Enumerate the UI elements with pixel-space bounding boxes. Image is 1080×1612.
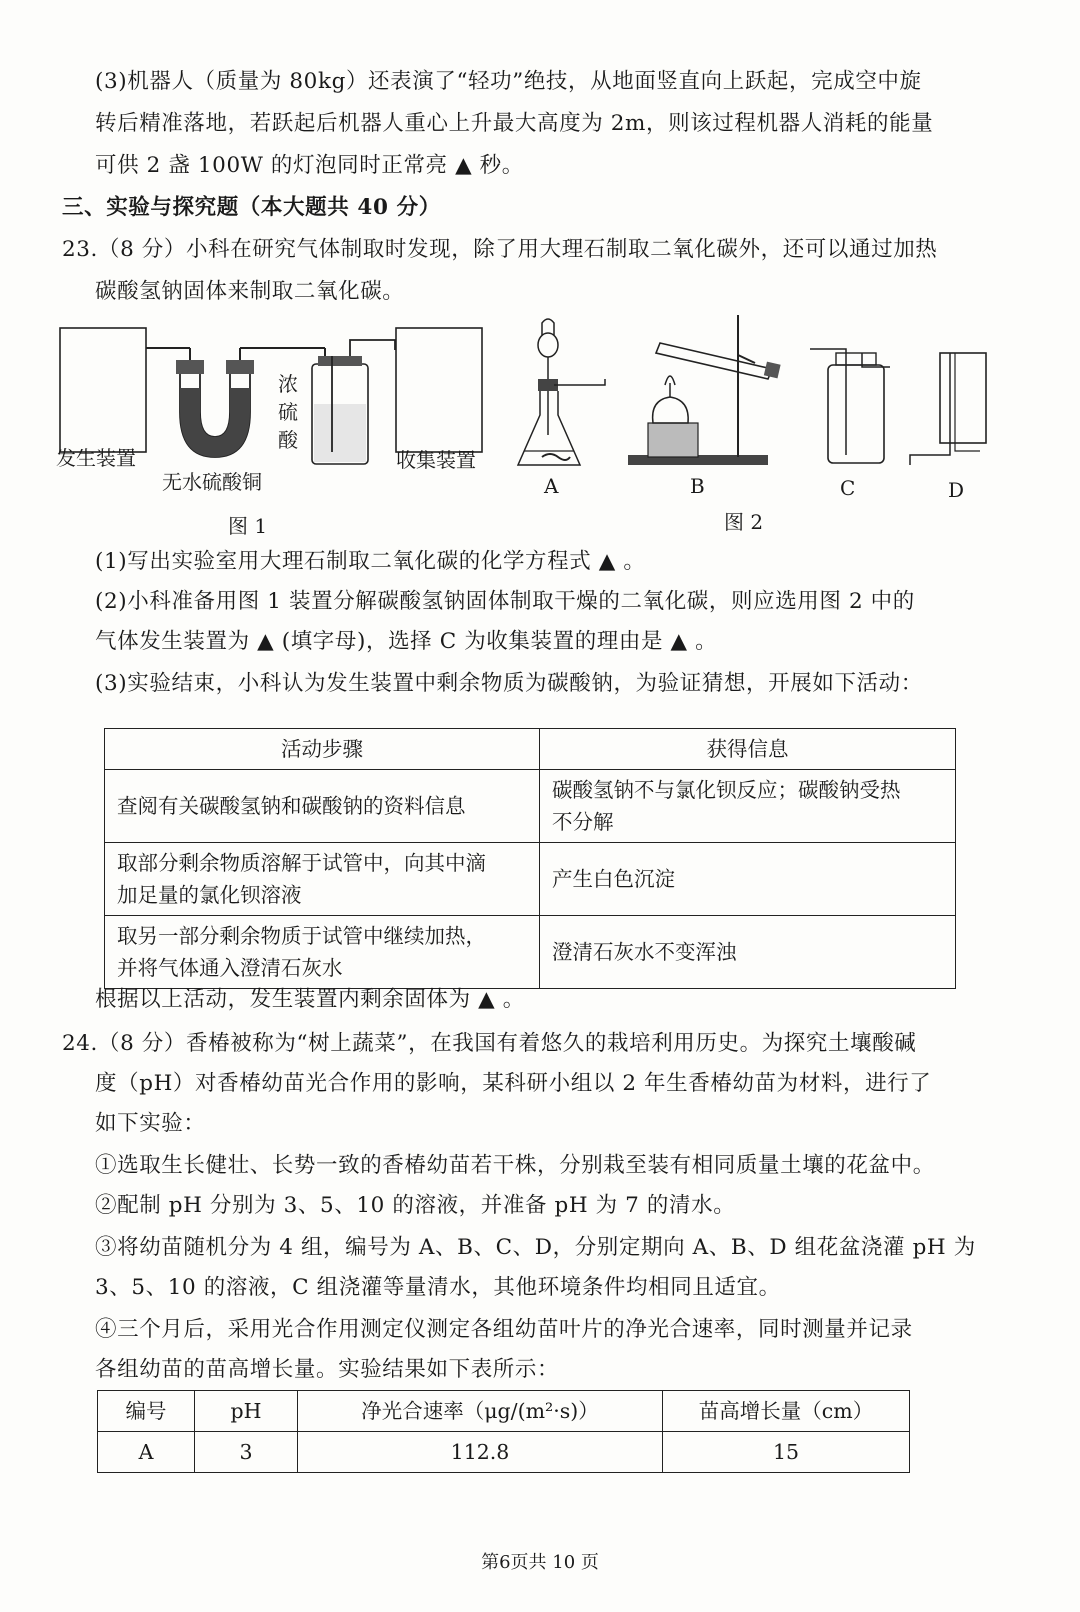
apparatus-a — [518, 319, 605, 465]
q23-conclusion: 根据以上活动，发生装置内剩余固体为 ▲ 。 — [95, 987, 525, 1012]
fig1-acid-label-1: 浓 — [278, 372, 298, 396]
q24-step-2: ②配制 pH 分别为 3、5、10 的溶液，并准备 pH 为 7 的清水。 — [95, 1193, 736, 1218]
generator-box — [60, 328, 146, 452]
fig1-cuso4-label: 无水硫酸铜 — [162, 470, 262, 494]
q22-3-line-1: (3)机器人（质量为 80kg）还表演了“轻功”绝技，从地面竖直向上跃起，完成空中旋 — [95, 69, 922, 94]
table-header-id: 编号 — [98, 1391, 195, 1432]
apparatus-b — [628, 315, 781, 465]
figure-2-apparatus — [510, 305, 990, 495]
table-cell: 取部分剩余物质溶解于试管中，向其中滴 加足量的氯化钡溶液 — [105, 843, 540, 916]
fig1-caption: 图 1 — [228, 514, 268, 538]
fig2-label-b: B — [690, 474, 705, 498]
q23-intro-2: 碳酸氢钠固体来制取二氧化碳。 — [95, 279, 405, 304]
q23-intro-1: 23.（8 分）小科在研究气体制取时发现，除了用大理石制取二氧化碳外，还可以通过加热 — [62, 237, 938, 262]
table-cell: 查阅有关碳酸氢钠和碳酸钠的资料信息 — [105, 770, 540, 843]
fig2-label-d: D — [948, 478, 965, 502]
fig2-caption: 图 2 — [724, 510, 764, 534]
q24-step-3a: ③将幼苗随机分为 4 组，编号为 A、B、C、D，分别定期向 A、B、D 组花盆浇灌 pH 为 — [95, 1235, 976, 1260]
table-header-growth: 苗高增长量（cm） — [663, 1391, 910, 1432]
fig2-label-a: A — [544, 474, 559, 498]
fig1-acid-label-2: 硫 — [278, 400, 298, 424]
table-header-ph: pH — [195, 1391, 298, 1432]
q23-part-2a: (2)小科准备用图 1 装置分解碳酸氢钠固体制取干燥的二氧化碳，则应选用图 2 中的 — [95, 589, 915, 614]
q24-line-2: 度（pH）对香椿幼苗光合作用的影响，某科研小组以 2 年生香椿幼苗为材料，进行了 — [95, 1071, 932, 1096]
table-cell: 澄清石灰水不变浑浊 — [540, 916, 956, 989]
table-cell: A — [98, 1432, 195, 1473]
fig1-collector-label: 收集装置 — [396, 448, 476, 472]
q23-part-3: (3)实验结束，小科认为发生装置中剩余物质为碳酸钠，为验证猜想，开展如下活动： — [95, 671, 923, 696]
table-header-info: 获得信息 — [540, 729, 956, 770]
fig2-label-c: C — [840, 476, 856, 500]
page-footer: 第6页共 10 页 — [481, 1552, 599, 1573]
fig1-acid-label-3: 酸 — [278, 428, 298, 452]
collector-box — [396, 328, 482, 452]
q24-step-3b: 3、5、10 的溶液，C 组浇灌等量清水，其他环境条件均相同且适宜。 — [95, 1275, 781, 1300]
table-cell: 112.8 — [298, 1432, 663, 1473]
figure-1-apparatus — [50, 312, 490, 522]
q23-part-2b: 气体发生装置为 ▲ (填字母)，选择 C 为收集装置的理由是 ▲ 。 — [95, 629, 718, 654]
table-cell: 碳酸氢钠不与氯化钡反应；碳酸钠受热 不分解 — [540, 770, 956, 843]
q24-line-1: 24.（8 分）香椿被称为“树上蔬菜”，在我国有着悠久的栽培利用历史。为探究土壤酸碱 — [62, 1031, 917, 1056]
table-cell: 产生白色沉淀 — [540, 843, 956, 916]
q24-line-3: 如下实验： — [95, 1111, 206, 1136]
table-cell: 取另一部分剩余物质于试管中继续加热， 并将气体通入澄清石灰水 — [105, 916, 540, 989]
table-header-rate: 净光合速率（μg/(m²·s)） — [298, 1391, 663, 1432]
table-header-steps: 活动步骤 — [105, 729, 540, 770]
q23-activity-table — [104, 728, 956, 989]
q24-results-table — [97, 1390, 910, 1473]
q24-step-4b: 各组幼苗的苗高增长量。实验结果如下表所示： — [95, 1357, 560, 1382]
table-cell: 3 — [195, 1432, 298, 1473]
table-cell: 15 — [663, 1432, 910, 1473]
q24-step-4a: ④三个月后，采用光合作用测定仪测定各组幼苗叶片的净光合速率，同时测量并记录 — [95, 1317, 913, 1342]
q23-part-1: (1)写出实验室用大理石制取二氧化碳的化学方程式 ▲ 。 — [95, 549, 646, 574]
q22-3-line-3: 可供 2 盏 100W 的灯泡同时正常亮 ▲ 秒。 — [95, 153, 524, 178]
fig1-generator-label: 发生装置 — [56, 446, 136, 470]
apparatus-d — [910, 353, 986, 465]
q24-step-1: ①选取生长健壮、长势一致的香椿幼苗若干株，分别栽至装有相同质量土壤的花盆中。 — [95, 1153, 935, 1178]
section-3-heading: 三、实验与探究题（本大题共 40 分） — [62, 195, 441, 220]
q22-3-line-2: 转后精准落地，若跃起后机器人重心上升最大高度为 2m，则该过程机器人消耗的能量 — [95, 111, 934, 136]
apparatus-c — [810, 349, 890, 463]
